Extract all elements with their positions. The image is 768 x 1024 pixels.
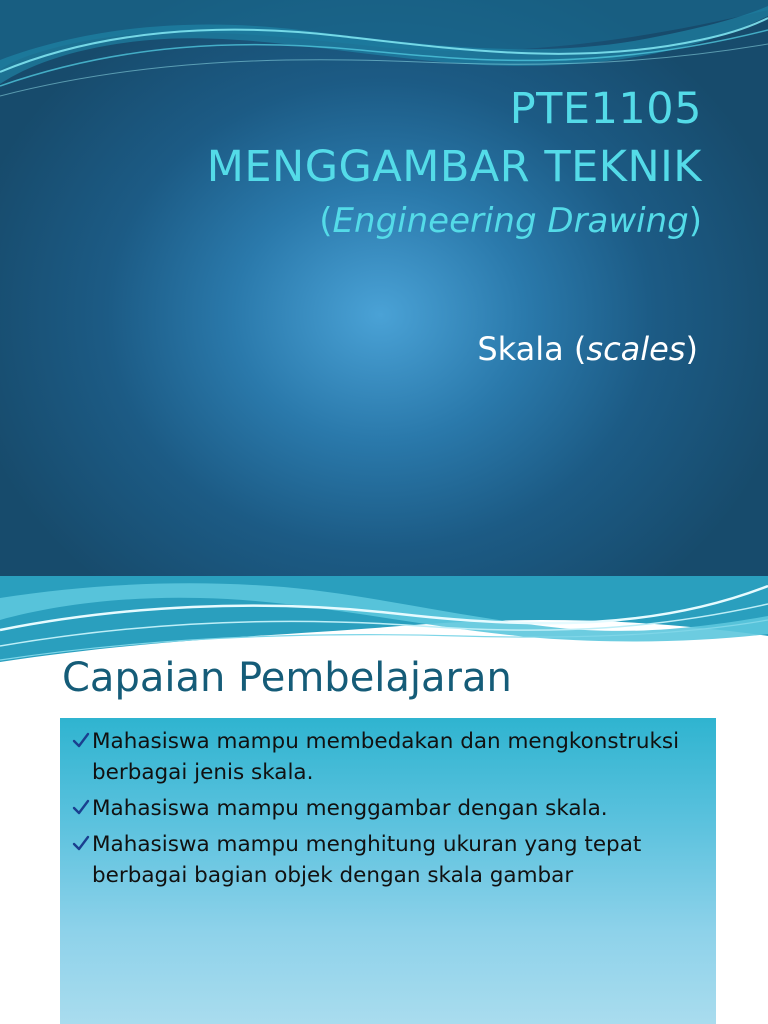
list-item-text: Mahasiswa mampu menghitung ukuran yang tepat berbagai bagian objek dengan skala gambar xyxy=(92,832,642,888)
title-block xyxy=(207,82,702,244)
checkmark-icon xyxy=(72,799,90,817)
learning-outcomes-slide xyxy=(0,576,768,1024)
list-item xyxy=(72,829,708,891)
subtitle-close: ) xyxy=(685,330,698,368)
course-name: MENGGAMBAR TEKNIK xyxy=(206,142,702,192)
checkmark-icon xyxy=(72,732,90,750)
section-title: Capaian Pembelajaran xyxy=(62,655,512,701)
outcomes-box xyxy=(60,718,716,1024)
list-item xyxy=(72,793,708,824)
paren-close: ) xyxy=(688,201,702,241)
slide-subtitle xyxy=(477,327,698,371)
outcomes-list xyxy=(72,726,708,891)
subtitle-italic: scales xyxy=(586,330,686,368)
paren-open: ( xyxy=(319,201,333,241)
checkmark-icon xyxy=(72,835,90,853)
subtitle-main: Skala ( xyxy=(477,330,587,368)
course-english-title xyxy=(207,198,702,244)
list-item-text: Mahasiswa mampu menggambar dengan skala. xyxy=(92,796,608,821)
list-item xyxy=(72,726,708,788)
course-code: PTE1105 xyxy=(509,84,702,134)
english-name: Engineering Drawing xyxy=(332,201,689,241)
list-item-text: Mahasiswa mampu membedakan dan mengkonstruksi berbagai jenis skala. xyxy=(92,729,680,785)
